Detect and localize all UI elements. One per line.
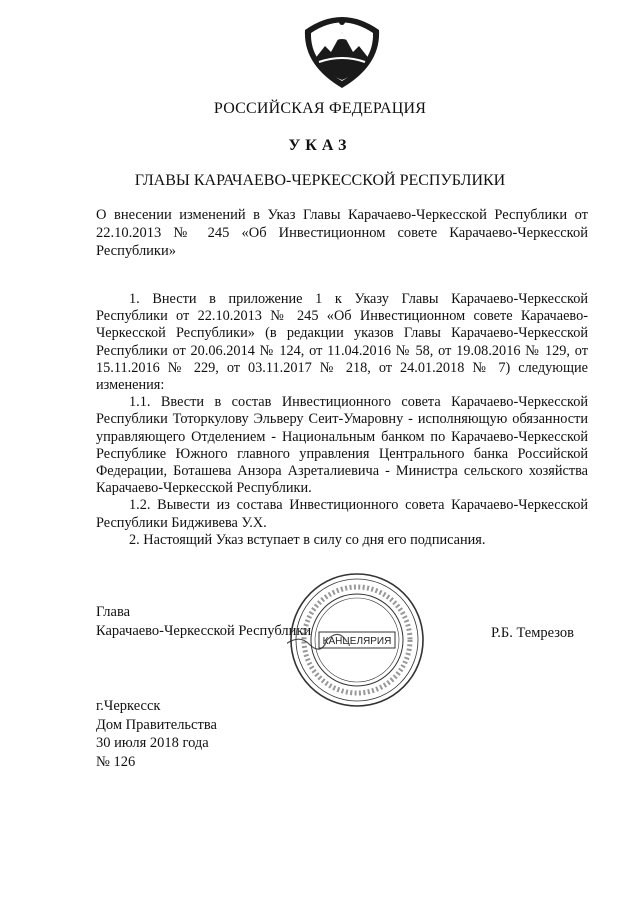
signatory-title-line1: Глава: [96, 604, 131, 620]
city: г.Черкесск: [96, 698, 161, 714]
body-paragraph: 2. Настоящий Указ вступает в силу со дня его подписания.: [129, 531, 486, 548]
coat-of-arms-emblem: [297, 10, 387, 90]
decree-date: 30 июля 2018 года: [96, 735, 209, 751]
federation-heading: РОССИЙСКАЯ ФЕДЕРАЦИЯ: [213, 100, 427, 117]
document-type-heading: УКАЗ: [288, 137, 352, 154]
issuer-heading: ГЛАВЫ КАРАЧАЕВО-ЧЕРКЕССКОЙ РЕСПУБЛИКИ: [134, 172, 506, 189]
decree-number: № 126: [96, 753, 136, 770]
building: Дом Правительства: [96, 716, 217, 733]
decree-subject: О внесении изменений в Указ Главы Карачаево-Черкесской Республики от 22.10.2013 № 245 «Об Инвестиционном совете Карачаево-Черкесской Республики»: [96, 207, 588, 259]
decree-body: [96, 291, 588, 549]
signatory-title: [96, 603, 311, 641]
seal-center-text: КАНЦЕЛЯРИЯ: [322, 636, 392, 647]
signatory-title-line2: Карачаево-Черкесской Республики: [96, 623, 312, 639]
body-paragraph: 1. Внести в приложение 1 к Указу Главы Карачаево-Черкесской Республики от 22.10.2013 № 245 «Об Инвестиционном совете Карачаево-Черкесской Республики» (в редакции указов Главы Карачаево-Черкесской Республики от 20.06.2014 № 124, от 11.04.2016 № 58, от 19.08.2016 № 129, от 15.11.2016 № 229, от 03.11.2017 № 218, от 24.01.2018 № 7) следующие изменения:: [96, 291, 588, 394]
body-paragraph: 1.2. Вывести из состава Инвестиционного совета Карачаево-Черкесской Республики Бидживева У.Х.: [96, 497, 588, 531]
signatory-name: Р.Б. Темрезов: [491, 625, 574, 641]
office-seal-stamp: [287, 570, 427, 710]
place-and-date: [96, 697, 217, 771]
body-paragraph: 1.1. Ввести в состав Инвестиционного совета Карачаево-Черкесской Республики Тоторкулову Эльверу Сеит-Умаровну - исполняющую обязанности управляющего Отделением - Национальным банком по Карачаево-Черкесской Республике Южного главного управления Центрального банка Российской Федерации, Боташева Анзора Азреталиевича - Министра сельского хозяйства Карачаево-Черкесской Республики.: [96, 394, 588, 497]
